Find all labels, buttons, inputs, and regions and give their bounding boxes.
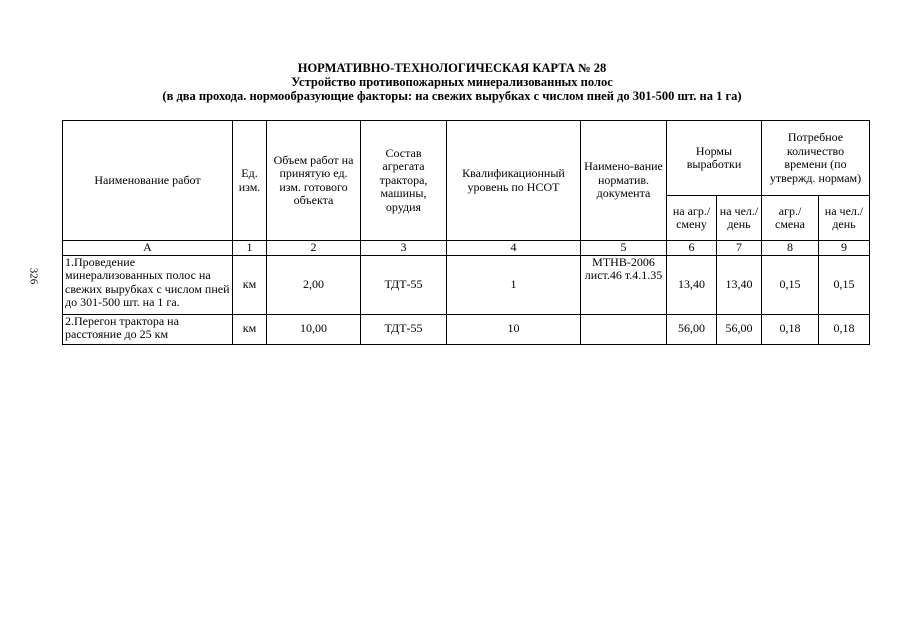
row-norm-agr: 13,40 xyxy=(667,255,717,314)
row-norm-man: 56,00 xyxy=(717,314,762,344)
column-number: 6 xyxy=(667,241,717,256)
header-composition: Состав агрегата трактора, машины, орудия xyxy=(361,121,447,241)
row-document: МТНВ-2006 лист.46 т.4.1.35 xyxy=(581,255,667,314)
table-row xyxy=(63,255,870,314)
column-number: А xyxy=(63,241,233,256)
header-unit: Ед. изм. xyxy=(233,121,267,241)
header-name: Наименование работ xyxy=(63,121,233,241)
column-number: 7 xyxy=(717,241,762,256)
column-number: 3 xyxy=(361,241,447,256)
row-time-man: 0,15 xyxy=(819,255,870,314)
document-subtitle: Устройство противопожарных минерализованных полос xyxy=(291,75,613,89)
row-composition: ТДТ-55 xyxy=(361,255,447,314)
document-title: НОРМАТИВНО-ТЕХНОЛОГИЧЕСКАЯ КАРТА № 28 xyxy=(297,61,607,75)
column-number: 4 xyxy=(447,241,581,256)
header-norms-man: на чел./ день xyxy=(717,196,762,241)
document-conditions: (в два прохода. нормообразующие факторы: на свежих вырубках с числом пней до 301-500 шт. на 1 га) xyxy=(162,89,742,103)
row-volume: 10,00 xyxy=(267,314,361,344)
row-name: 2.Перегон трактора на расстояние до 25 км xyxy=(63,314,233,344)
row-norm-man: 13,40 xyxy=(717,255,762,314)
row-unit: км xyxy=(233,255,267,314)
row-document xyxy=(581,314,667,344)
row-qualification: 10 xyxy=(447,314,581,344)
column-number: 2 xyxy=(267,241,361,256)
page-number: 326 xyxy=(27,267,40,285)
header-norms-agr: на агр./ смену xyxy=(667,196,717,241)
header-volume: Объем работ на принятую ед. изм. готового объекта xyxy=(267,121,361,241)
table-row xyxy=(63,314,870,344)
norms-table xyxy=(62,120,870,345)
row-qualification: 1 xyxy=(447,255,581,314)
row-composition: ТДТ-55 xyxy=(361,314,447,344)
header-time: Потребное количество времени (по утвержд. нормам) xyxy=(762,121,870,196)
row-unit: км xyxy=(233,314,267,344)
header-time-man: на чел./ день xyxy=(819,196,870,241)
row-volume: 2,00 xyxy=(267,255,361,314)
column-number: 5 xyxy=(581,241,667,256)
header-document: Наимено-вание норматив. документа xyxy=(581,121,667,241)
row-name: 1.Проведение минерализованных полос на свежих вырубках с числом пней до 301-500 шт. на 1 га. xyxy=(63,255,233,314)
header-time-agr: агр./ смена xyxy=(762,196,819,241)
header-qualification: Квалификационный уровень по НСОТ xyxy=(447,121,581,241)
column-numbers-row xyxy=(63,241,870,256)
row-time-agr: 0,15 xyxy=(762,255,819,314)
row-time-agr: 0,18 xyxy=(762,314,819,344)
row-time-man: 0,18 xyxy=(819,314,870,344)
header-norms: Нормы выработки xyxy=(667,121,762,196)
column-number: 9 xyxy=(819,241,870,256)
column-number: 1 xyxy=(233,241,267,256)
column-number: 8 xyxy=(762,241,819,256)
row-norm-agr: 56,00 xyxy=(667,314,717,344)
